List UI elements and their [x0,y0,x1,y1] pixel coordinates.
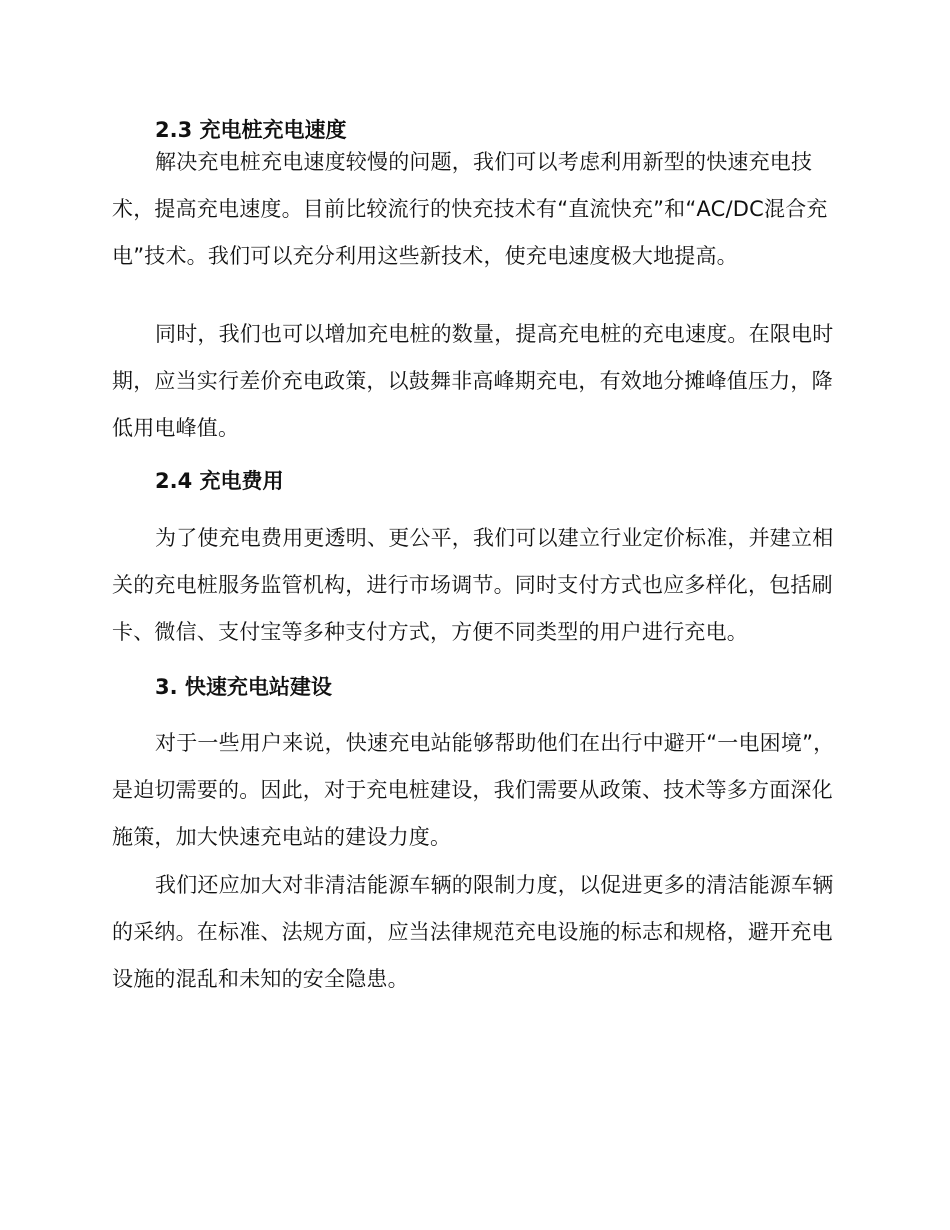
section-heading-fast-station-construction: 3. 快速充电站建设 [155,675,332,699]
paragraph-increase-chargers: 同时，我们也可以增加充电桩的数量，提高充电桩的充电速度。在限电时期，应当实行差价充电政策，以鼓舞非高峰期充电，有效地分摊峰值压力，降低用电峰值。 [112,322,834,440]
section-heading-charging-speed: 2.3 充电桩充电速度 [155,118,347,142]
paragraph-clean-energy-regulation: 我们还应加大对非清洁能源车辆的限制力度，以促进更多的清洁能源车辆的采纳。在标准、法规方面，应当法律规范充电设施的标志和规格，避开充电设施的混乱和未知的安全隐患。 [112,873,834,991]
section-heading-charging-cost: 2.4 充电费用 [155,469,284,493]
paragraph-fast-station-need: 对于一些用户来说，快速充电站能够帮助他们在出行中避开“一电困境”，是迫切需要的。因此，对于充电桩建设，我们需要从政策、技术等多方面深化施策，加大快速充电站的建设力度。 [112,731,835,849]
paragraph-fast-charging-tech: 解决充电桩充电速度较慢的问题，我们可以考虑利用新型的快速充电技术，提高充电速度。目前比较流行的快充技术有“直流快充”和“AC/DC混合充电”技术。我们可以充分利用这些新技术，使充电速度极大地提高。 [112,150,828,268]
paragraph-pricing-standards: 为了使充电费用更透明、更公平，我们可以建立行业定价标准，并建立相关的充电桩服务监管机构，进行市场调节。同时支付方式也应多样化，包括刷卡、微信、支付宝等多种支付方式，方便不同类型的用户进行充电。 [112,526,834,644]
